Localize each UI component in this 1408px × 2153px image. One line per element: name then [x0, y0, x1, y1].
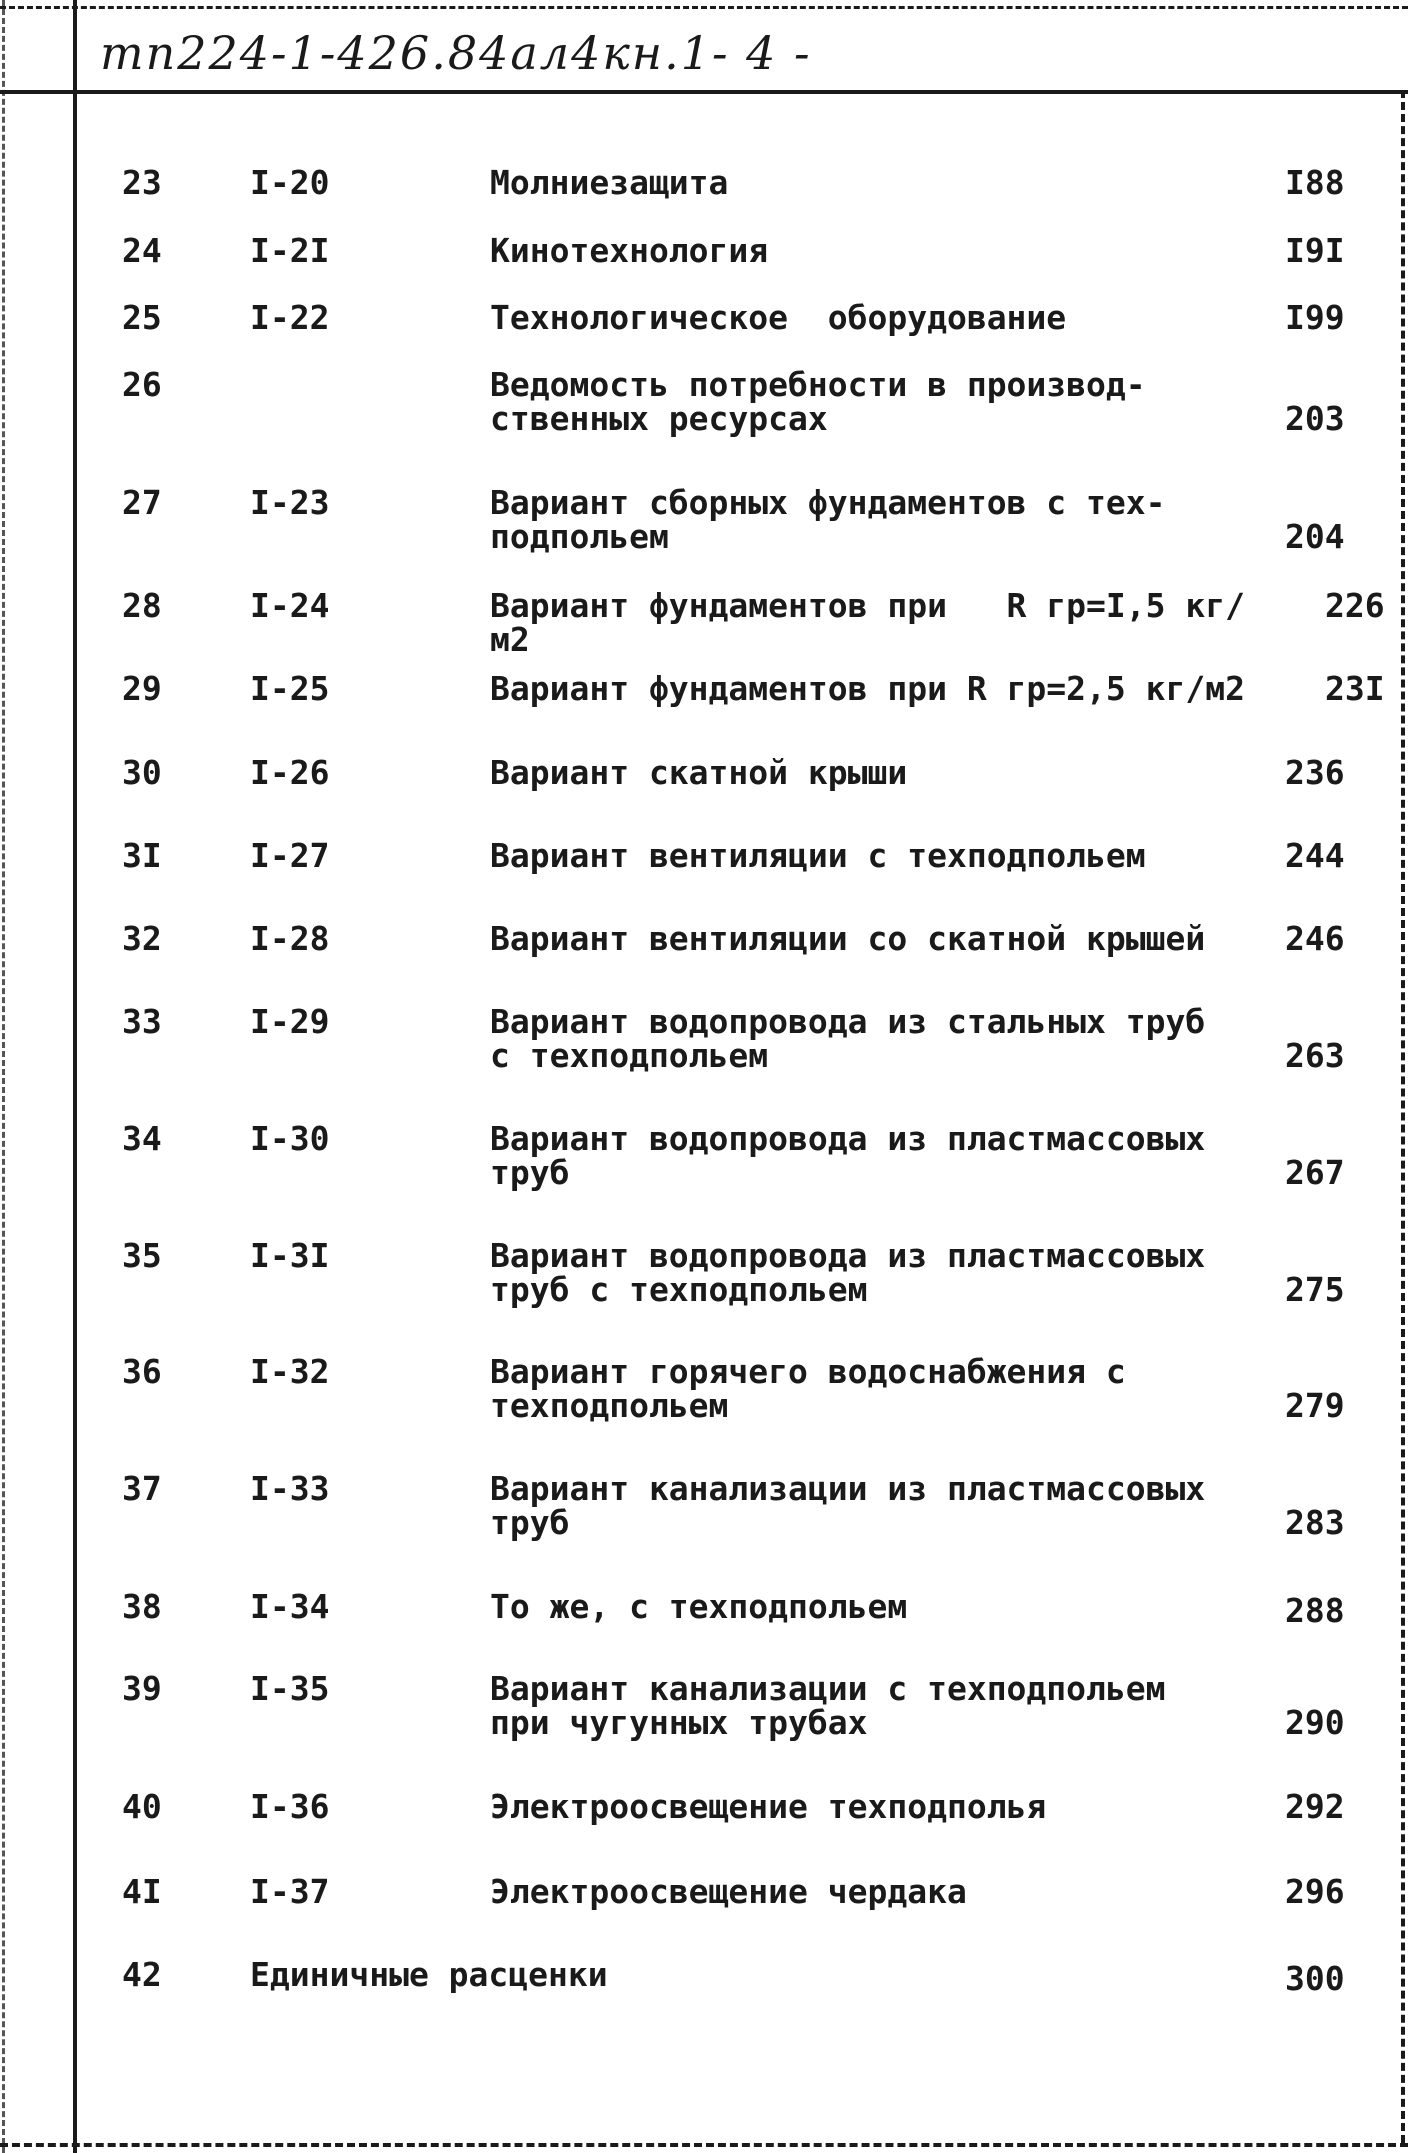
sheet-code: I-27 [250, 836, 330, 875]
row-title: Вариант водопровода из стальных труб с техподпольем [490, 1002, 1206, 1075]
sheet-code: I-30 [250, 1119, 330, 1158]
frame-right-border [1401, 90, 1405, 2143]
row-number: 42 [122, 1955, 162, 1994]
frame-left-border [73, 0, 77, 2153]
row-title: Вариант фундаментов при R гр=2,5 кг/м2 [490, 669, 1245, 708]
sheet-code: I-29 [250, 1002, 330, 1041]
row-title: Вариант горячего водоснабжения с техподпольем [490, 1352, 1126, 1425]
row-number: 34 [122, 1119, 162, 1158]
page-number: 236 [1285, 753, 1345, 792]
row-title: Ведомость потребности в производ- ственных ресурсах [490, 365, 1146, 438]
page-number: 292 [1285, 1787, 1345, 1826]
sheet-code: I-34 [250, 1587, 330, 1626]
sheet-code: I-2I [250, 231, 330, 270]
page-number: 275 [1285, 1270, 1345, 1309]
page-number: I99 [1285, 298, 1345, 337]
frame-bottom-border [0, 2143, 1408, 2147]
page-number: 296 [1285, 1872, 1345, 1911]
page-number: 226 [1325, 586, 1385, 625]
row-number: 37 [122, 1469, 162, 1508]
page-number: 300 [1285, 1959, 1345, 1998]
row-number: 29 [122, 669, 162, 708]
page-number: 246 [1285, 919, 1345, 958]
sheet-code: I-24 [250, 586, 330, 625]
row-number: 3I [122, 836, 162, 875]
page-number: 204 [1285, 517, 1345, 556]
row-title: Вариант скатной крыши [490, 753, 908, 792]
sheet-code: I-22 [250, 298, 330, 337]
row-title: Вариант вентиляции с техподпольем [490, 836, 1146, 875]
page-number: 290 [1285, 1703, 1345, 1742]
frame-top-border [0, 6, 1408, 9]
page-number: 283 [1285, 1503, 1345, 1542]
frame-outer-left-border [2, 0, 5, 2153]
sheet-code: I-3I [250, 1236, 330, 1275]
row-title: Вариант водопровода из пластмассовых труб [490, 1119, 1206, 1192]
page-number: 203 [1285, 399, 1345, 438]
row-number: 39 [122, 1669, 162, 1708]
row-title: Электроосвещение техподполья [490, 1787, 1047, 1826]
sheet-code: I-20 [250, 163, 330, 202]
row-number: 38 [122, 1587, 162, 1626]
row-title: Вариант сборных фундаментов с тех- подпольем [490, 483, 1166, 556]
sheet-code: I-36 [250, 1787, 330, 1826]
row-number: 36 [122, 1352, 162, 1391]
row-number: 30 [122, 753, 162, 792]
row-number: 27 [122, 483, 162, 522]
sheet-code: I-23 [250, 483, 330, 522]
frame-header-line [0, 90, 1408, 94]
row-title: Вариант вентиляции со скатной крышей [490, 919, 1206, 958]
page-number: I88 [1285, 163, 1345, 202]
row-title: То же, с техподпольем [490, 1587, 908, 1626]
row-number: 4I [122, 1872, 162, 1911]
sheet-code: I-25 [250, 669, 330, 708]
sheet-code: I-37 [250, 1872, 330, 1911]
document-code: тп224-1-426.84ал4кн.1- 4 - [100, 26, 812, 80]
row-number: 35 [122, 1236, 162, 1275]
page-number: 267 [1285, 1153, 1345, 1192]
page-number: I9I [1285, 231, 1345, 270]
row-title: Единичные расценки [250, 1955, 608, 1994]
row-title: Кинотехнология [490, 231, 769, 270]
row-number: 26 [122, 365, 162, 404]
row-title: Технологическое оборудование [490, 298, 1067, 337]
sheet-code: I-26 [250, 753, 330, 792]
row-number: 28 [122, 586, 162, 625]
row-number: 32 [122, 919, 162, 958]
row-title: Вариант канализации из пластмассовых труб [490, 1469, 1206, 1542]
page-number: 263 [1285, 1036, 1345, 1075]
sheet-code: I-28 [250, 919, 330, 958]
sheet-code: I-33 [250, 1469, 330, 1508]
page-number: 288 [1285, 1591, 1345, 1630]
sheet-code: I-35 [250, 1669, 330, 1708]
sheet-code: I-32 [250, 1352, 330, 1391]
row-number: 33 [122, 1002, 162, 1041]
row-number: 40 [122, 1787, 162, 1826]
row-title: Вариант канализации с техподпольем при чугунных трубах [490, 1669, 1166, 1742]
row-title: Электроосвещение чердака [490, 1872, 967, 1911]
row-title: Вариант водопровода из пластмассовых труб с техподпольем [490, 1236, 1206, 1309]
row-number: 25 [122, 298, 162, 337]
row-number: 24 [122, 231, 162, 270]
page-number: 23I [1325, 669, 1385, 708]
row-title: Вариант фундаментов при R гр=I,5 кг/м2 [490, 586, 1245, 659]
page-number: 244 [1285, 836, 1345, 875]
page-number: 279 [1285, 1386, 1345, 1425]
row-title: Молниезащита [490, 163, 729, 202]
row-number: 23 [122, 163, 162, 202]
